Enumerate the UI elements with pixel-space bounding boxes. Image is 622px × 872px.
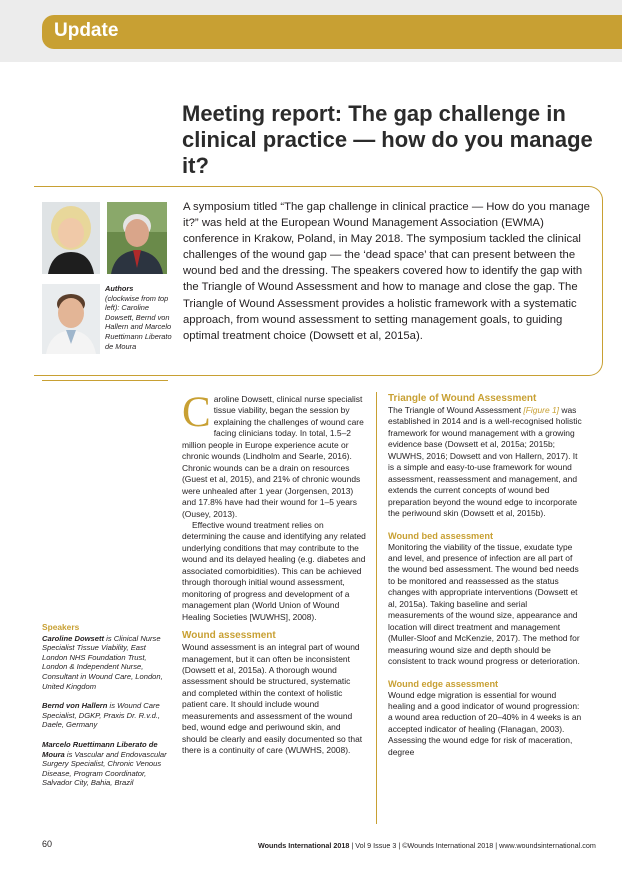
page-number: 60 — [42, 839, 53, 849]
wound-bed-heading: Wound bed assessment — [388, 530, 494, 541]
drop-cap: C — [182, 389, 211, 436]
figure-reference-link[interactable]: [Figure 1] — [523, 405, 560, 415]
speakers-heading: Speakers — [42, 622, 80, 632]
intro-paragraph-2: Effective wound treatment relies on determining the cause and identifying any related underlying conditions that may contribute to the wound and its delayed healing (e.g. diabetes and associated comorbidities). This can be achieved through thorough initial wound assessment, monitoring of progress and development of a management plan (World Union of Wound Healing Societies [WUWHS], 2008). — [182, 519, 366, 622]
wound-edge-text: Wound edge migration is essential for wound healing and a good indicator of wound progression: a wound area reduction of 20–40% in 4 weeks is an accepted indicator of healing (Flanagan, 2003). Assessing the wound edge for risk of maceration, degree — [388, 689, 582, 757]
footer-details: | Vol 9 Issue 3 | ©Wounds International 2018 | www.woundsinternational.com — [349, 841, 596, 850]
body-column-right — [388, 393, 582, 758]
speaker-desc: is Wound Care Specialist, DGKP, Praxis Dr. R.v.d., Daele, Germany — [42, 701, 161, 730]
triangle-text — [388, 405, 582, 520]
speaker-desc: is Vascular and Endovascular Surgery Specialist, Chronic Venous Disease, Program Coordinator, Salvador City, Bahia, Brazil — [42, 749, 167, 788]
footer-citation — [258, 841, 596, 850]
intro-text: aroline Dowsett, clinical nurse specialist tissue viability, began the session by explaining the challenges of wound care facing clinicians today. In total, 1.5–2 million people in Europe experience acute or chronic wounds (Lindholm and Searle, 2016). Chronic wounds can be a drain on resources (Guest et al, 2015), and 21% of chronic wounds were unhealed after 1 year (Jorgensen, 2013) and 17.8% have had their wound for 1–5 years (Ousey, 2013). — [182, 394, 364, 519]
speaker-name: Marcelo Ruettimann Liberato de Moura — [42, 739, 158, 759]
section-label: Update — [54, 20, 119, 41]
authors-caption — [105, 284, 177, 351]
speaker-entry — [42, 634, 168, 692]
speaker-entry — [42, 701, 168, 730]
wound-assessment-text: Wound assessment is an integral part of wound management, but it can often be inconsistent (Dowsett et al, 2015a). A thorough wound assessment should be structured, systematic and completed within the context of holistic patient care. It should include wound measurements and assessment of the wound bed, wound edge and periwound skin, and should be clearly and easily documented so that there is a continuity of care (WUWHS, 2008). — [182, 642, 363, 756]
authors-heading: Authors — [105, 284, 134, 293]
section-tab — [42, 15, 622, 49]
speaker-entry — [42, 740, 168, 788]
article-abstract: A symposium titled “The gap challenge in clinical practice — How do you manage it?” was held at the European Wound Management Association (EWMA) conference in Krakow, Poland, in May 2018. The symposium tackled the clinical challenges of the wound gap — the ‘dead space’ that can present between the wound bed and the dressing. The speakers covered how to identify the gap with the Triangle of Wound Assessment and how to manage and close the gap. The Triangle of Wound Assessment provides a holistic framework with a systematic approach, from wound assessment to setting management goals, to guiding optimal treatment choice (Dowsett et al, 2015a). — [183, 201, 590, 342]
article-title: Meeting report: The gap challenge in clinical practice — how do you manage it? — [182, 101, 593, 178]
speaker-name: Bernd von Hallern — [42, 701, 108, 711]
author-photo-caroline-dowsett — [42, 202, 100, 274]
body-column-left — [182, 389, 366, 757]
authors-caption-text: (clockwise from top left): Caroline Dowsett, Bernd von Hallern and Marcelo Ruettimann Liberato de Moura — [105, 293, 172, 351]
speakers-sidebar — [42, 623, 168, 798]
wound-edge-heading: Wound edge assessment — [388, 678, 499, 689]
intro-paragraph — [182, 389, 366, 520]
author-photo-marcelo-de-moura — [42, 284, 100, 354]
wound-bed-text: Monitoring the viability of the tissue, exudate type and level, and presence of infection are all part of the wound bed assessment. The wound bed needs to be monitored and reassessed as the status changes with appropriate interventions (Dowsett et al, 2015a). Taking baseline and serial measurements of the wound size, appearance and location will direct treatment and management (Muller-Sloof and McKenzie, 2017). The method for measuring wound size and depth should be consistent to track wound progress or deterioration. — [388, 541, 580, 667]
triangle-heading: Triangle of Wound Assessment — [388, 393, 537, 404]
speaker-desc: is Clinical Nurse Specialist Tissue Viability, East London NHS Foundation Trust, London & Independent Nurse, Consultant in Wound Care, London, United Kingdom — [42, 633, 163, 691]
triangle-body: was established in 2014 and is a well-recognised holistic framework for wound management with a growing evidence base (Dowsett et al, 2015a; 2015b; WUWHS, 2016; Dowsett and von Hallern, 2017). It is a simple and easy-to-use framework for wound assessment, reassessment and management, and extends the current concepts of wound bed preparation beyond the wound edge to incorporate the periwound skin (Dowsett et al, 2015b). — [388, 405, 582, 519]
sidebar-divider — [42, 380, 168, 381]
wound-assessment-heading: Wound assessment — [182, 630, 276, 642]
footer-journal: Wounds International 2018 — [258, 841, 350, 850]
triangle-lead: The Triangle of Wound Assessment — [388, 405, 524, 415]
speaker-name: Caroline Dowsett — [42, 633, 105, 643]
author-photo-bernd-von-hallern — [107, 202, 167, 274]
column-rule — [376, 392, 377, 824]
